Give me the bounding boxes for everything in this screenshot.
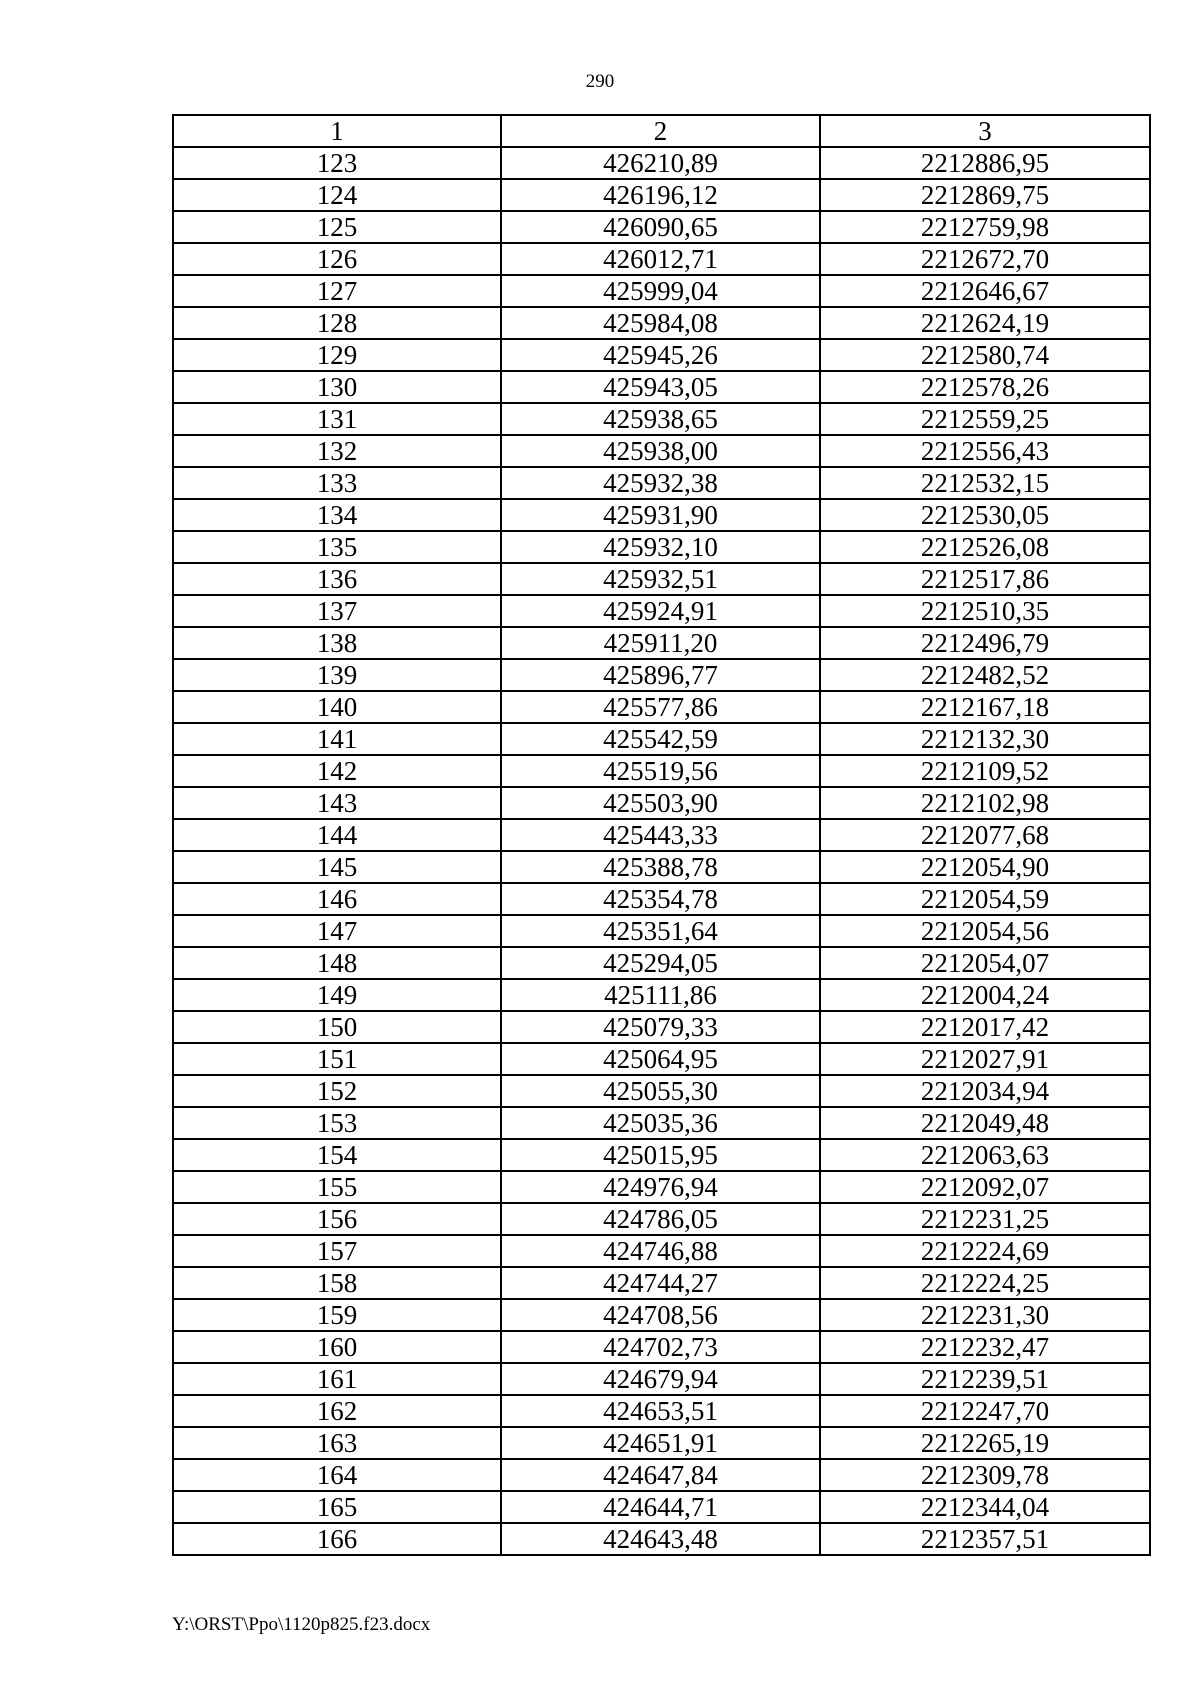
point-number-cell: 133: [173, 467, 501, 499]
x-coordinate-cell: 425055,30: [501, 1075, 820, 1107]
y-coordinate-cell: 2212224,25: [820, 1267, 1150, 1299]
y-coordinate-cell: 2212239,51: [820, 1363, 1150, 1395]
point-number-cell: 125: [173, 211, 501, 243]
x-coordinate-cell: 426196,12: [501, 179, 820, 211]
table-row: [173, 1363, 1150, 1395]
y-coordinate-cell: 2212231,30: [820, 1299, 1150, 1331]
table-row: [173, 1043, 1150, 1075]
point-number-cell: 151: [173, 1043, 501, 1075]
table-row: [173, 883, 1150, 915]
x-coordinate-cell: 425294,05: [501, 947, 820, 979]
y-coordinate-cell: 2212624,19: [820, 307, 1150, 339]
footer-file-path: Y:\ORST\Ppo\1120p825.f23.docx: [172, 1614, 431, 1635]
y-coordinate-cell: 2212004,24: [820, 979, 1150, 1011]
x-coordinate-cell: 425984,08: [501, 307, 820, 339]
table-row: [173, 499, 1150, 531]
table-row: [173, 723, 1150, 755]
x-coordinate-cell: 425111,86: [501, 979, 820, 1011]
y-coordinate-cell: 2212034,94: [820, 1075, 1150, 1107]
point-number-cell: 164: [173, 1459, 501, 1491]
x-coordinate-cell: 425519,56: [501, 755, 820, 787]
x-coordinate-cell: 425577,86: [501, 691, 820, 723]
point-number-cell: 124: [173, 179, 501, 211]
point-number-cell: 147: [173, 915, 501, 947]
x-coordinate-cell: 425064,95: [501, 1043, 820, 1075]
y-coordinate-cell: 2212886,95: [820, 147, 1150, 179]
table-row: [173, 1171, 1150, 1203]
y-coordinate-cell: 2212646,67: [820, 275, 1150, 307]
x-coordinate-cell: 425351,64: [501, 915, 820, 947]
point-number-cell: 132: [173, 435, 501, 467]
column-header-3: 3: [820, 115, 1150, 147]
table-row: [173, 627, 1150, 659]
y-coordinate-cell: 2212132,30: [820, 723, 1150, 755]
table-row: [173, 1267, 1150, 1299]
x-coordinate-cell: 424647,84: [501, 1459, 820, 1491]
point-number-cell: 127: [173, 275, 501, 307]
y-coordinate-cell: 2212526,08: [820, 531, 1150, 563]
point-number-cell: 136: [173, 563, 501, 595]
table-row: [173, 1075, 1150, 1107]
y-coordinate-cell: 2212556,43: [820, 435, 1150, 467]
y-coordinate-cell: 2212530,05: [820, 499, 1150, 531]
point-number-cell: 143: [173, 787, 501, 819]
y-coordinate-cell: 2212559,25: [820, 403, 1150, 435]
y-coordinate-cell: 2212017,42: [820, 1011, 1150, 1043]
y-coordinate-cell: 2212232,47: [820, 1331, 1150, 1363]
page-number: 290: [585, 71, 615, 92]
table-row: [173, 1139, 1150, 1171]
table-row: [173, 851, 1150, 883]
x-coordinate-cell: 424643,48: [501, 1523, 820, 1555]
y-coordinate-cell: 2212231,25: [820, 1203, 1150, 1235]
x-coordinate-cell: 425542,59: [501, 723, 820, 755]
point-number-cell: 144: [173, 819, 501, 851]
y-coordinate-cell: 2212054,56: [820, 915, 1150, 947]
point-number-cell: 158: [173, 1267, 501, 1299]
y-coordinate-cell: 2212580,74: [820, 339, 1150, 371]
table-row: [173, 819, 1150, 851]
x-coordinate-cell: 424651,91: [501, 1427, 820, 1459]
x-coordinate-cell: 425015,95: [501, 1139, 820, 1171]
x-coordinate-cell: 425035,36: [501, 1107, 820, 1139]
x-coordinate-cell: 425911,20: [501, 627, 820, 659]
point-number-cell: 126: [173, 243, 501, 275]
x-coordinate-cell: 425896,77: [501, 659, 820, 691]
x-coordinate-cell: 424653,51: [501, 1395, 820, 1427]
x-coordinate-cell: 424708,56: [501, 1299, 820, 1331]
point-number-cell: 159: [173, 1299, 501, 1331]
point-number-cell: 156: [173, 1203, 501, 1235]
x-coordinate-cell: 425443,33: [501, 819, 820, 851]
point-number-cell: 148: [173, 947, 501, 979]
table-row: [173, 307, 1150, 339]
y-coordinate-cell: 2212049,48: [820, 1107, 1150, 1139]
table-row: [173, 467, 1150, 499]
x-coordinate-cell: 425932,51: [501, 563, 820, 595]
point-number-cell: 157: [173, 1235, 501, 1267]
y-coordinate-cell: 2212167,18: [820, 691, 1150, 723]
point-number-cell: 137: [173, 595, 501, 627]
point-number-cell: 163: [173, 1427, 501, 1459]
x-coordinate-cell: 424679,94: [501, 1363, 820, 1395]
table-row: [173, 211, 1150, 243]
x-coordinate-cell: 425999,04: [501, 275, 820, 307]
table-row: [173, 595, 1150, 627]
y-coordinate-cell: 2212532,15: [820, 467, 1150, 499]
point-number-cell: 152: [173, 1075, 501, 1107]
y-coordinate-cell: 2212759,98: [820, 211, 1150, 243]
y-coordinate-cell: 2212077,68: [820, 819, 1150, 851]
point-number-cell: 154: [173, 1139, 501, 1171]
x-coordinate-cell: 425938,65: [501, 403, 820, 435]
table-row: [173, 403, 1150, 435]
column-header-1: 1: [173, 115, 501, 147]
x-coordinate-cell: 424746,88: [501, 1235, 820, 1267]
table-row: [173, 787, 1150, 819]
y-coordinate-cell: 2212054,90: [820, 851, 1150, 883]
y-coordinate-cell: 2212247,70: [820, 1395, 1150, 1427]
y-coordinate-cell: 2212054,07: [820, 947, 1150, 979]
y-coordinate-cell: 2212092,07: [820, 1171, 1150, 1203]
x-coordinate-cell: 425932,38: [501, 467, 820, 499]
point-number-cell: 134: [173, 499, 501, 531]
point-number-cell: 138: [173, 627, 501, 659]
y-coordinate-cell: 2212672,70: [820, 243, 1150, 275]
point-number-cell: 145: [173, 851, 501, 883]
x-coordinate-cell: 426210,89: [501, 147, 820, 179]
point-number-cell: 146: [173, 883, 501, 915]
table-body: [173, 147, 1150, 1555]
table-row: [173, 1235, 1150, 1267]
table-row: [173, 1107, 1150, 1139]
point-number-cell: 155: [173, 1171, 501, 1203]
table-row: [173, 755, 1150, 787]
coordinates-table: [172, 114, 1151, 1556]
table-row: [173, 659, 1150, 691]
table-row: [173, 691, 1150, 723]
y-coordinate-cell: 2212482,52: [820, 659, 1150, 691]
x-coordinate-cell: 426012,71: [501, 243, 820, 275]
table-row: [173, 179, 1150, 211]
point-number-cell: 135: [173, 531, 501, 563]
point-number-cell: 123: [173, 147, 501, 179]
point-number-cell: 128: [173, 307, 501, 339]
table-row: [173, 947, 1150, 979]
table-row: [173, 435, 1150, 467]
y-coordinate-cell: 2212102,98: [820, 787, 1150, 819]
table-row: [173, 1299, 1150, 1331]
y-coordinate-cell: 2212510,35: [820, 595, 1150, 627]
x-coordinate-cell: 425945,26: [501, 339, 820, 371]
x-coordinate-cell: 425503,90: [501, 787, 820, 819]
y-coordinate-cell: 2212496,79: [820, 627, 1150, 659]
table-row: [173, 339, 1150, 371]
x-coordinate-cell: 424644,71: [501, 1491, 820, 1523]
point-number-cell: 140: [173, 691, 501, 723]
point-number-cell: 149: [173, 979, 501, 1011]
point-number-cell: 139: [173, 659, 501, 691]
table-row: [173, 243, 1150, 275]
point-number-cell: 161: [173, 1363, 501, 1395]
point-number-cell: 141: [173, 723, 501, 755]
point-number-cell: 142: [173, 755, 501, 787]
y-coordinate-cell: 2212357,51: [820, 1523, 1150, 1555]
table-row: [173, 915, 1150, 947]
table-row: [173, 147, 1150, 179]
x-coordinate-cell: 424702,73: [501, 1331, 820, 1363]
point-number-cell: 162: [173, 1395, 501, 1427]
y-coordinate-cell: 2212224,69: [820, 1235, 1150, 1267]
x-coordinate-cell: 425388,78: [501, 851, 820, 883]
y-coordinate-cell: 2212054,59: [820, 883, 1150, 915]
table-row: [173, 1427, 1150, 1459]
y-coordinate-cell: 2212869,75: [820, 179, 1150, 211]
point-number-cell: 160: [173, 1331, 501, 1363]
table-row: [173, 1459, 1150, 1491]
x-coordinate-cell: 425932,10: [501, 531, 820, 563]
point-number-cell: 153: [173, 1107, 501, 1139]
y-coordinate-cell: 2212578,26: [820, 371, 1150, 403]
column-header-2: 2: [501, 115, 820, 147]
table-row: [173, 1331, 1150, 1363]
table-row: [173, 1491, 1150, 1523]
x-coordinate-cell: 424976,94: [501, 1171, 820, 1203]
table-row: [173, 979, 1150, 1011]
point-number-cell: 131: [173, 403, 501, 435]
x-coordinate-cell: 425931,90: [501, 499, 820, 531]
y-coordinate-cell: 2212109,52: [820, 755, 1150, 787]
y-coordinate-cell: 2212344,04: [820, 1491, 1150, 1523]
point-number-cell: 165: [173, 1491, 501, 1523]
x-coordinate-cell: 425354,78: [501, 883, 820, 915]
point-number-cell: 150: [173, 1011, 501, 1043]
y-coordinate-cell: 2212517,86: [820, 563, 1150, 595]
x-coordinate-cell: 424786,05: [501, 1203, 820, 1235]
table-row: [173, 1203, 1150, 1235]
y-coordinate-cell: 2212265,19: [820, 1427, 1150, 1459]
point-number-cell: 166: [173, 1523, 501, 1555]
table-row: [173, 1011, 1150, 1043]
table-row: [173, 371, 1150, 403]
table-row: [173, 275, 1150, 307]
x-coordinate-cell: 425924,91: [501, 595, 820, 627]
x-coordinate-cell: 426090,65: [501, 211, 820, 243]
y-coordinate-cell: 2212309,78: [820, 1459, 1150, 1491]
x-coordinate-cell: 425079,33: [501, 1011, 820, 1043]
point-number-cell: 130: [173, 371, 501, 403]
table-row: [173, 531, 1150, 563]
x-coordinate-cell: 424744,27: [501, 1267, 820, 1299]
x-coordinate-cell: 425938,00: [501, 435, 820, 467]
y-coordinate-cell: 2212063,63: [820, 1139, 1150, 1171]
point-number-cell: 129: [173, 339, 501, 371]
table-row: [173, 1395, 1150, 1427]
x-coordinate-cell: 425943,05: [501, 371, 820, 403]
table-row: [173, 563, 1150, 595]
table-row: [173, 1523, 1150, 1555]
table-header-row: [173, 115, 1150, 147]
y-coordinate-cell: 2212027,91: [820, 1043, 1150, 1075]
